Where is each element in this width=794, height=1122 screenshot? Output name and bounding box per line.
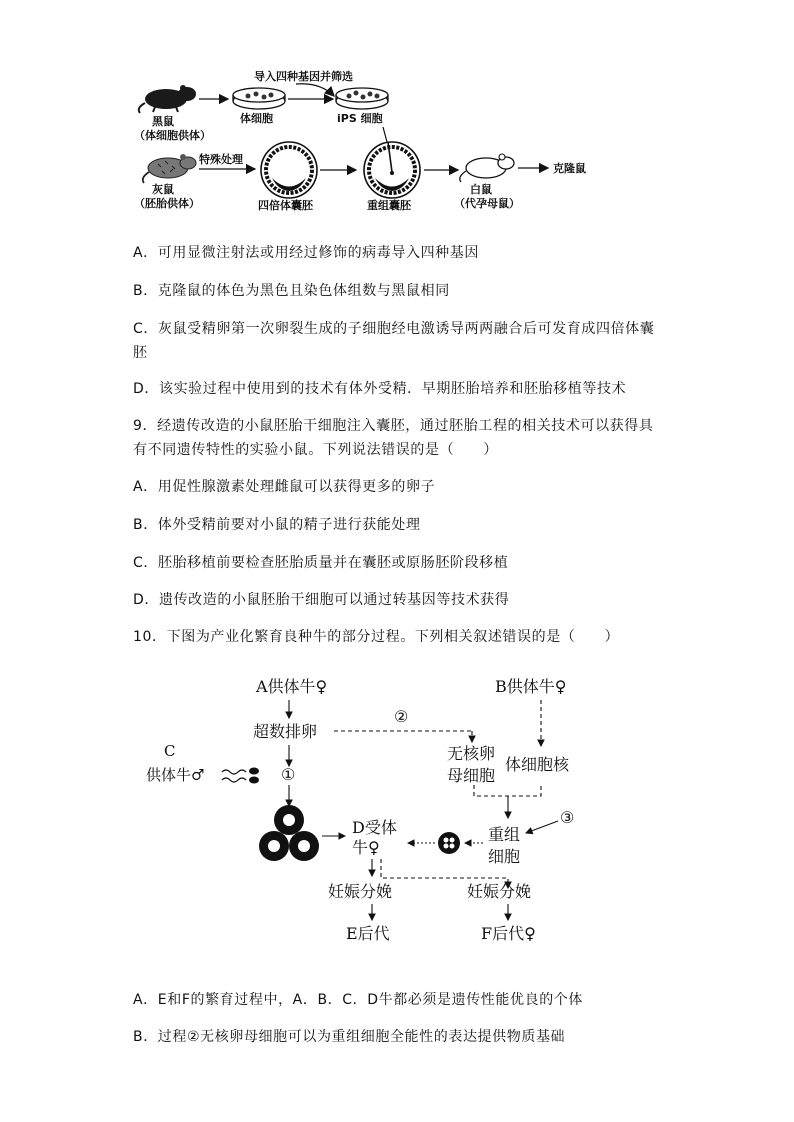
fig1-ips-injection-line — [383, 127, 387, 142]
fig2-enucleated-line2: 母细胞 — [447, 766, 496, 785]
q9-option-b: B．体外受精前要对小鼠的精子进行获能处理 — [133, 517, 421, 533]
figure-mouse-cloning — [0, 0, 794, 230]
ips-cell-dish-icon — [336, 88, 388, 109]
fig1-somatic-cell: 体细胞 — [240, 112, 273, 125]
fig1-gray-mouse: 灰鼠 — [152, 183, 174, 196]
sperm-icon — [222, 768, 259, 784]
fig2-pregnancy-right: 妊娠分娩 — [467, 882, 532, 901]
somatic-cell-dish-icon — [233, 88, 285, 109]
fig1-clone-mouse: 克隆鼠 — [553, 162, 586, 175]
embryo-cluster-icon — [259, 805, 319, 861]
recombinant-cell-icon — [438, 832, 460, 854]
fig2-b-donor: B供体牛♀ — [495, 677, 567, 696]
fig2-arrow-step3 — [526, 821, 558, 833]
fig2-f-offspring: F后代♀ — [481, 924, 536, 943]
fig2-e-offspring: E后代 — [346, 924, 390, 943]
q9-stem-line1: 9．经遗传改造的小鼠胚胎干细胞注入囊胚，通过胚胎工程的相关技术可以获得具 — [133, 418, 654, 434]
fig2-step1: ① — [281, 765, 296, 784]
fig1-white-mouse-role: （代孕母鼠） — [454, 197, 520, 210]
fig2-c-label: C — [164, 742, 176, 760]
q10-option-b: B．过程②无核卵母细胞可以为重组细胞全能性的表达提供物质基础 — [133, 1029, 566, 1045]
fig2-enucleated-line1: 无核卵 — [447, 744, 496, 763]
fig2-step2: ② — [394, 707, 409, 726]
white-mouse-icon — [460, 154, 514, 182]
fig2-dashed-d-to-right — [381, 859, 508, 888]
q8-option-a: A．可用显微注射法或用经过修饰的病毒导入四种基因 — [133, 245, 479, 261]
fig1-gray-mouse-role: （胚胎供体） — [134, 197, 200, 210]
gray-mouse-icon — [143, 154, 196, 183]
fig2-somatic-nucleus: 体细胞核 — [505, 755, 570, 774]
q9-option-c: C．胚胎移植前要检查胚胎质量并在囊胚或原肠胚阶段移植 — [133, 555, 509, 571]
q8-option-c: C．灰鼠受精卵第一次卵裂生成的子细胞经电激诱导两两融合后可发育成四倍体囊 — [133, 321, 655, 337]
fig2-recon-line2: 细胞 — [488, 847, 521, 866]
q10-option-a: A．E和F的繁育过程中，A．B．C．D牛都必须是遗传性能优良的个体 — [133, 992, 584, 1008]
fig2-superovulation: 超数排卵 — [253, 722, 318, 741]
fig1-tetraploid-blastocyst: 四倍体囊胚 — [258, 199, 313, 212]
fig1-black-mouse: 黑鼠 — [152, 115, 174, 128]
fig1-ips-cell: iPS 细胞 — [337, 112, 383, 125]
fig2-pregnancy-left: 妊娠分娩 — [328, 882, 393, 901]
fig2-recon-line1: 重组 — [488, 825, 521, 844]
fig1-black-mouse-role: （体细胞供体） — [134, 129, 211, 142]
reconstructed-blastocyst-icon — [364, 142, 420, 198]
fig1-curved-arrow — [296, 84, 334, 96]
fig2-c-donor: 供体牛♂ — [146, 766, 205, 784]
fig1-white-mouse: 白鼠 — [470, 183, 492, 196]
q8-option-d: D．该实验过程中使用到的技术有体外受精．早期胚胎培养和胚胎移植等技术 — [133, 381, 627, 397]
fig1-special-treatment: 特殊处理 — [199, 153, 243, 166]
q8-option-b: B．克隆鼠的体色为黑色且染色体组数与黑鼠相同 — [133, 283, 450, 299]
fig2-d-line1: D受体 — [352, 818, 397, 837]
q9-option-a: A．用促性腺激素处理雌鼠可以获得更多的卵子 — [133, 479, 436, 495]
fig2-a-donor: A供体牛♀ — [256, 677, 328, 696]
fig2-d-line2: 牛♀ — [352, 838, 380, 857]
q8-option-c-cont: 胚 — [133, 345, 148, 361]
fig1-reconstructed-blastocyst: 重组囊胚 — [367, 199, 411, 212]
q9-option-d: D．遗传改造的小鼠胚胎干细胞可以通过转基因等技术获得 — [133, 592, 510, 608]
fig1-top-arrow-label: 导入四种基因并筛选 — [254, 70, 353, 83]
q10-stem: 10．下图为产业化繁育良种牛的部分过程。下列相关叙述错误的是（ ） — [133, 629, 620, 645]
tetraploid-blastocyst-icon — [261, 142, 317, 198]
fig2-merge-bracket — [474, 785, 541, 796]
fig2-step3: ③ — [560, 808, 575, 827]
black-mouse-icon — [139, 85, 196, 113]
q9-stem-line2: 有不同遗传特性的实验小鼠。下列说法错误的是（ ） — [133, 442, 498, 458]
